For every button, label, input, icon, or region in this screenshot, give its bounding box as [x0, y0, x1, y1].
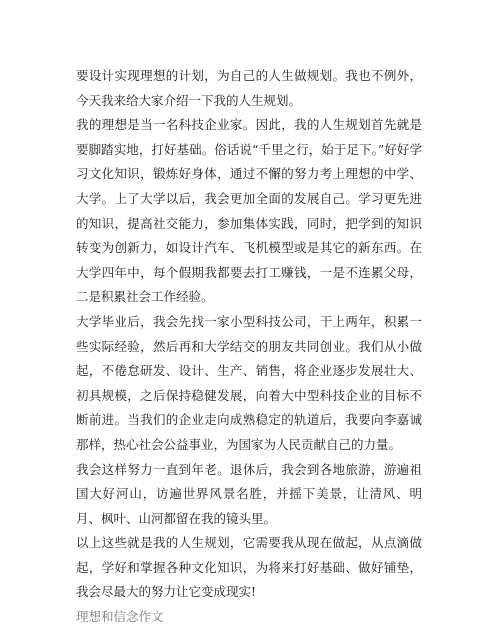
paragraph: 大学毕业后，我会先找一家小型科技公司，干上两年，积累一些实际经验，然后再和大学结交的朋友共同创业。我们从小做起，不倦怠研发、设计、生产、销售，将企业逐步发展壮大、初具规模，之后保持稳健发展，向着大中型科技企业的目标不断前进。当我们的企业走向成熟稳定的轨道后，我要向李嘉诚那样，热心社会公益事业，为国家为人民贡献自己的力量。 [76, 313, 422, 452]
document-body [76, 64, 422, 630]
paragraph: 我的理想是当一名科技企业家。因此，我的人生规划首先就是要脚踏实地，打好基础。俗话说“千里之行，始于足下。”好好学习文化知识，锻炼好身体，通过不懈的努力考上理想的中学、大学。上了大学以后，我会更加全面的发展自己。学习更先进的知识，提高社交能力，参加集体实践，同时，把学到的知识转变为创新力，如设计汽车、飞机模型或是其它的新东西。在大学四年中，每个假期我都要去打工赚钱，一是不连累父母，二是积累社会工作经验。 [76, 117, 422, 305]
paragraph: 我会这样努力一直到年老。退休后，我会到各地旅游，游遍祖国大好河山，访遍世界风景名胜，并摇下美景，让清风、明月、枫叶、山河都留在我的镜头里。 [76, 461, 422, 526]
paragraph: 要设计实现理想的计划，为自己的人生做规划。我也不例外，今天我来给大家介绍一下我的人生规划。 [76, 68, 422, 108]
paragraph: 以上这些就是我的人生规划，它需要我从现在做起，从点滴做起，学好和掌握各种文化知识，为将来打好基础、做好铺垫，我会尽最大的努力让它变成现实! [76, 535, 422, 600]
cut-off-line: 理想和信念作文 [76, 609, 164, 625]
